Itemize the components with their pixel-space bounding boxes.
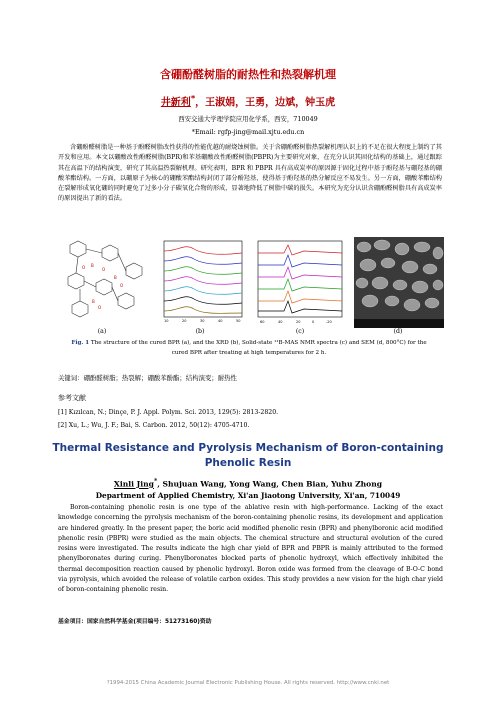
other-authors-cn: ，王淑娟，王勇，边斌，钟玉虎 <box>195 97 336 109</box>
title-en <box>0 441 496 471</box>
first-author-en: Xinli Jing <box>113 479 154 489</box>
svg-text:B: B <box>91 263 94 268</box>
figure-1 <box>58 237 444 337</box>
title-cn: 含硼酚醛树脂的耐热性和热裂解机理 <box>160 68 336 81</box>
svg-text:40: 40 <box>218 319 223 323</box>
affiliation-en: Department of Applied Chemistry, Xi'an Jiaotong University, Xi'an, 710049 <box>95 491 401 500</box>
xrd-plot <box>154 237 246 328</box>
svg-text:50: 50 <box>236 319 241 323</box>
panel-label-a: (a) <box>97 328 107 335</box>
sem-image <box>354 237 444 328</box>
structure-diagram <box>58 237 146 328</box>
reference-item: [2] Xu, L.; Wu, J. F.; Bai, S. Carbon. 2012, 50(12): 4705-4710. <box>58 422 250 429</box>
svg-text:O: O <box>120 283 124 288</box>
svg-text:10: 10 <box>164 319 169 323</box>
abstract-cn: 含硼酚醛树脂是一种基于酚醛树脂改性获得的性能优越的耐烧蚀树脂。关于含硼酚醛树脂热裂解机理认识上的不足在很大程度上制约了其开发和应用。本文以硼酸改性酚醛树脂(BPR)和苯基硼酸改性酚醛树脂(PBPR)为主要研究对象，在充分认识其固化结构的基础上，通过跟踪其在高温下的结构演变，研究了其高温热裂解机理。研究表明，BPR 和 PBPR 具有高成炭率的原因源于固化过程中基于酚羟基与硼羟基的硼酸苯酯结构。一方面，以硼原子为核心的硼酸苯酯结构封闭了部分酚羟基，使得基于酚羟基的热分解反应不易发生。另一方面，硼酸苯酯结构在裂解形成氧化硼的同时避免了过多小分子碳氧化合物的形成，显著地降低了树脂中碳的损失。本研究为充分认识含硼酚醛树脂具有高成炭率的原因提出了新的看法。 <box>58 144 442 203</box>
reference-item: [1] Kızılcan, N.; Dinçe, P. J. Appl. Polym. Sci. 2013, 129(5): 2813-2820. <box>58 409 279 416</box>
svg-text:0: 0 <box>312 320 315 324</box>
keywords-label: 关键词： <box>58 374 84 382</box>
copyright-footer: ?1994-2015 China Academic Journal Electronic Publishing House. All rights reserved. http://www.cnki.net <box>106 680 390 686</box>
svg-text:60: 60 <box>260 320 265 324</box>
panel-label-d: (d) <box>393 328 403 335</box>
svg-text:40: 40 <box>278 320 283 324</box>
svg-text:O: O <box>98 305 102 310</box>
authors-cn <box>0 93 496 108</box>
keywords-text: 硼酚醛树脂；热裂解；硼酸苯酚酯；结构演变；耐热性 <box>83 374 237 382</box>
title-en-line-2: Phenolic Resin <box>204 457 292 469</box>
svg-text:20: 20 <box>182 319 187 323</box>
figure-caption <box>64 339 434 358</box>
figure-caption-label: Fig. 1 <box>71 340 90 346</box>
references-heading: 参考文献 <box>58 394 86 402</box>
corresponding-mark-en: * <box>153 478 158 485</box>
svg-text:O: O <box>82 265 86 270</box>
corresponding-mark-cn: * <box>190 93 196 103</box>
svg-text:O: O <box>102 267 106 272</box>
svg-text:B: B <box>114 275 117 280</box>
title-en-line-1: Thermal Resistance and Pyrolysis Mechanism of Boron-containing <box>52 442 444 454</box>
abstract-en: Boron-containing phenolic resin is one type of the ablative resin with high-performance. Lacking of the exact knowledge concerning the pyrolysis mechanism of the boron-containing phenolic resins, its development and application are hindered greatly. In the present paper, the boric acid modified phenolic resin (BPR) and phenylboronic acid modified phenolic resin (PBPR) were studied as the main objects. The chemical structure and structural evolution of the cured resins were investigated. The results indicate the high char yield of BPR and PBPR is mainly attributed to the formed phenylboronates during curing. Phenylboronates blocked parts of phenolic hydroxyl, which effectively inhibited the thermal decomposition reaction caused by phenolic hydroxyl. Boron oxide was formed from the cleavage of B-O-C bond via pyrolysis, which avoided the release of volatile carbon oxides. This study provides a new vision for the high char yield of boron-containing phenolic resin. <box>58 504 443 594</box>
svg-text:20: 20 <box>296 320 301 324</box>
keywords-cn <box>58 373 237 382</box>
svg-text:B: B <box>92 299 95 304</box>
figure-caption-text: The structure of the cured BPR (a), and the XRD (b), Solid-state ¹¹B-MAS NMR spectra (c) and SEM (d, 800°C) for the cured BPR after treating at high temperatures for 2 h. <box>90 340 427 356</box>
authors-en <box>0 478 496 489</box>
affiliation-cn: 西安交通大学理学院应用化学系，西安，710049 <box>178 115 318 123</box>
panel-label-c: (c) <box>295 328 305 335</box>
funding-note: 基金项目：国家自然科学基金(项目编号：51273160)资助 <box>58 619 212 625</box>
first-author-cn: 井新利 <box>160 97 191 109</box>
svg-text:30: 30 <box>200 319 205 323</box>
panel-label-b: (b) <box>195 328 205 335</box>
svg-text:-20: -20 <box>326 320 332 324</box>
nmr-spectra <box>254 237 346 328</box>
email-cn: *Email: rgfp-jing@mail.xjtu.edu.cn <box>191 128 305 136</box>
other-authors-en: , Shujuan Wang, Yong Wang, Chen Bian, Yuhu Zhong <box>157 479 383 489</box>
